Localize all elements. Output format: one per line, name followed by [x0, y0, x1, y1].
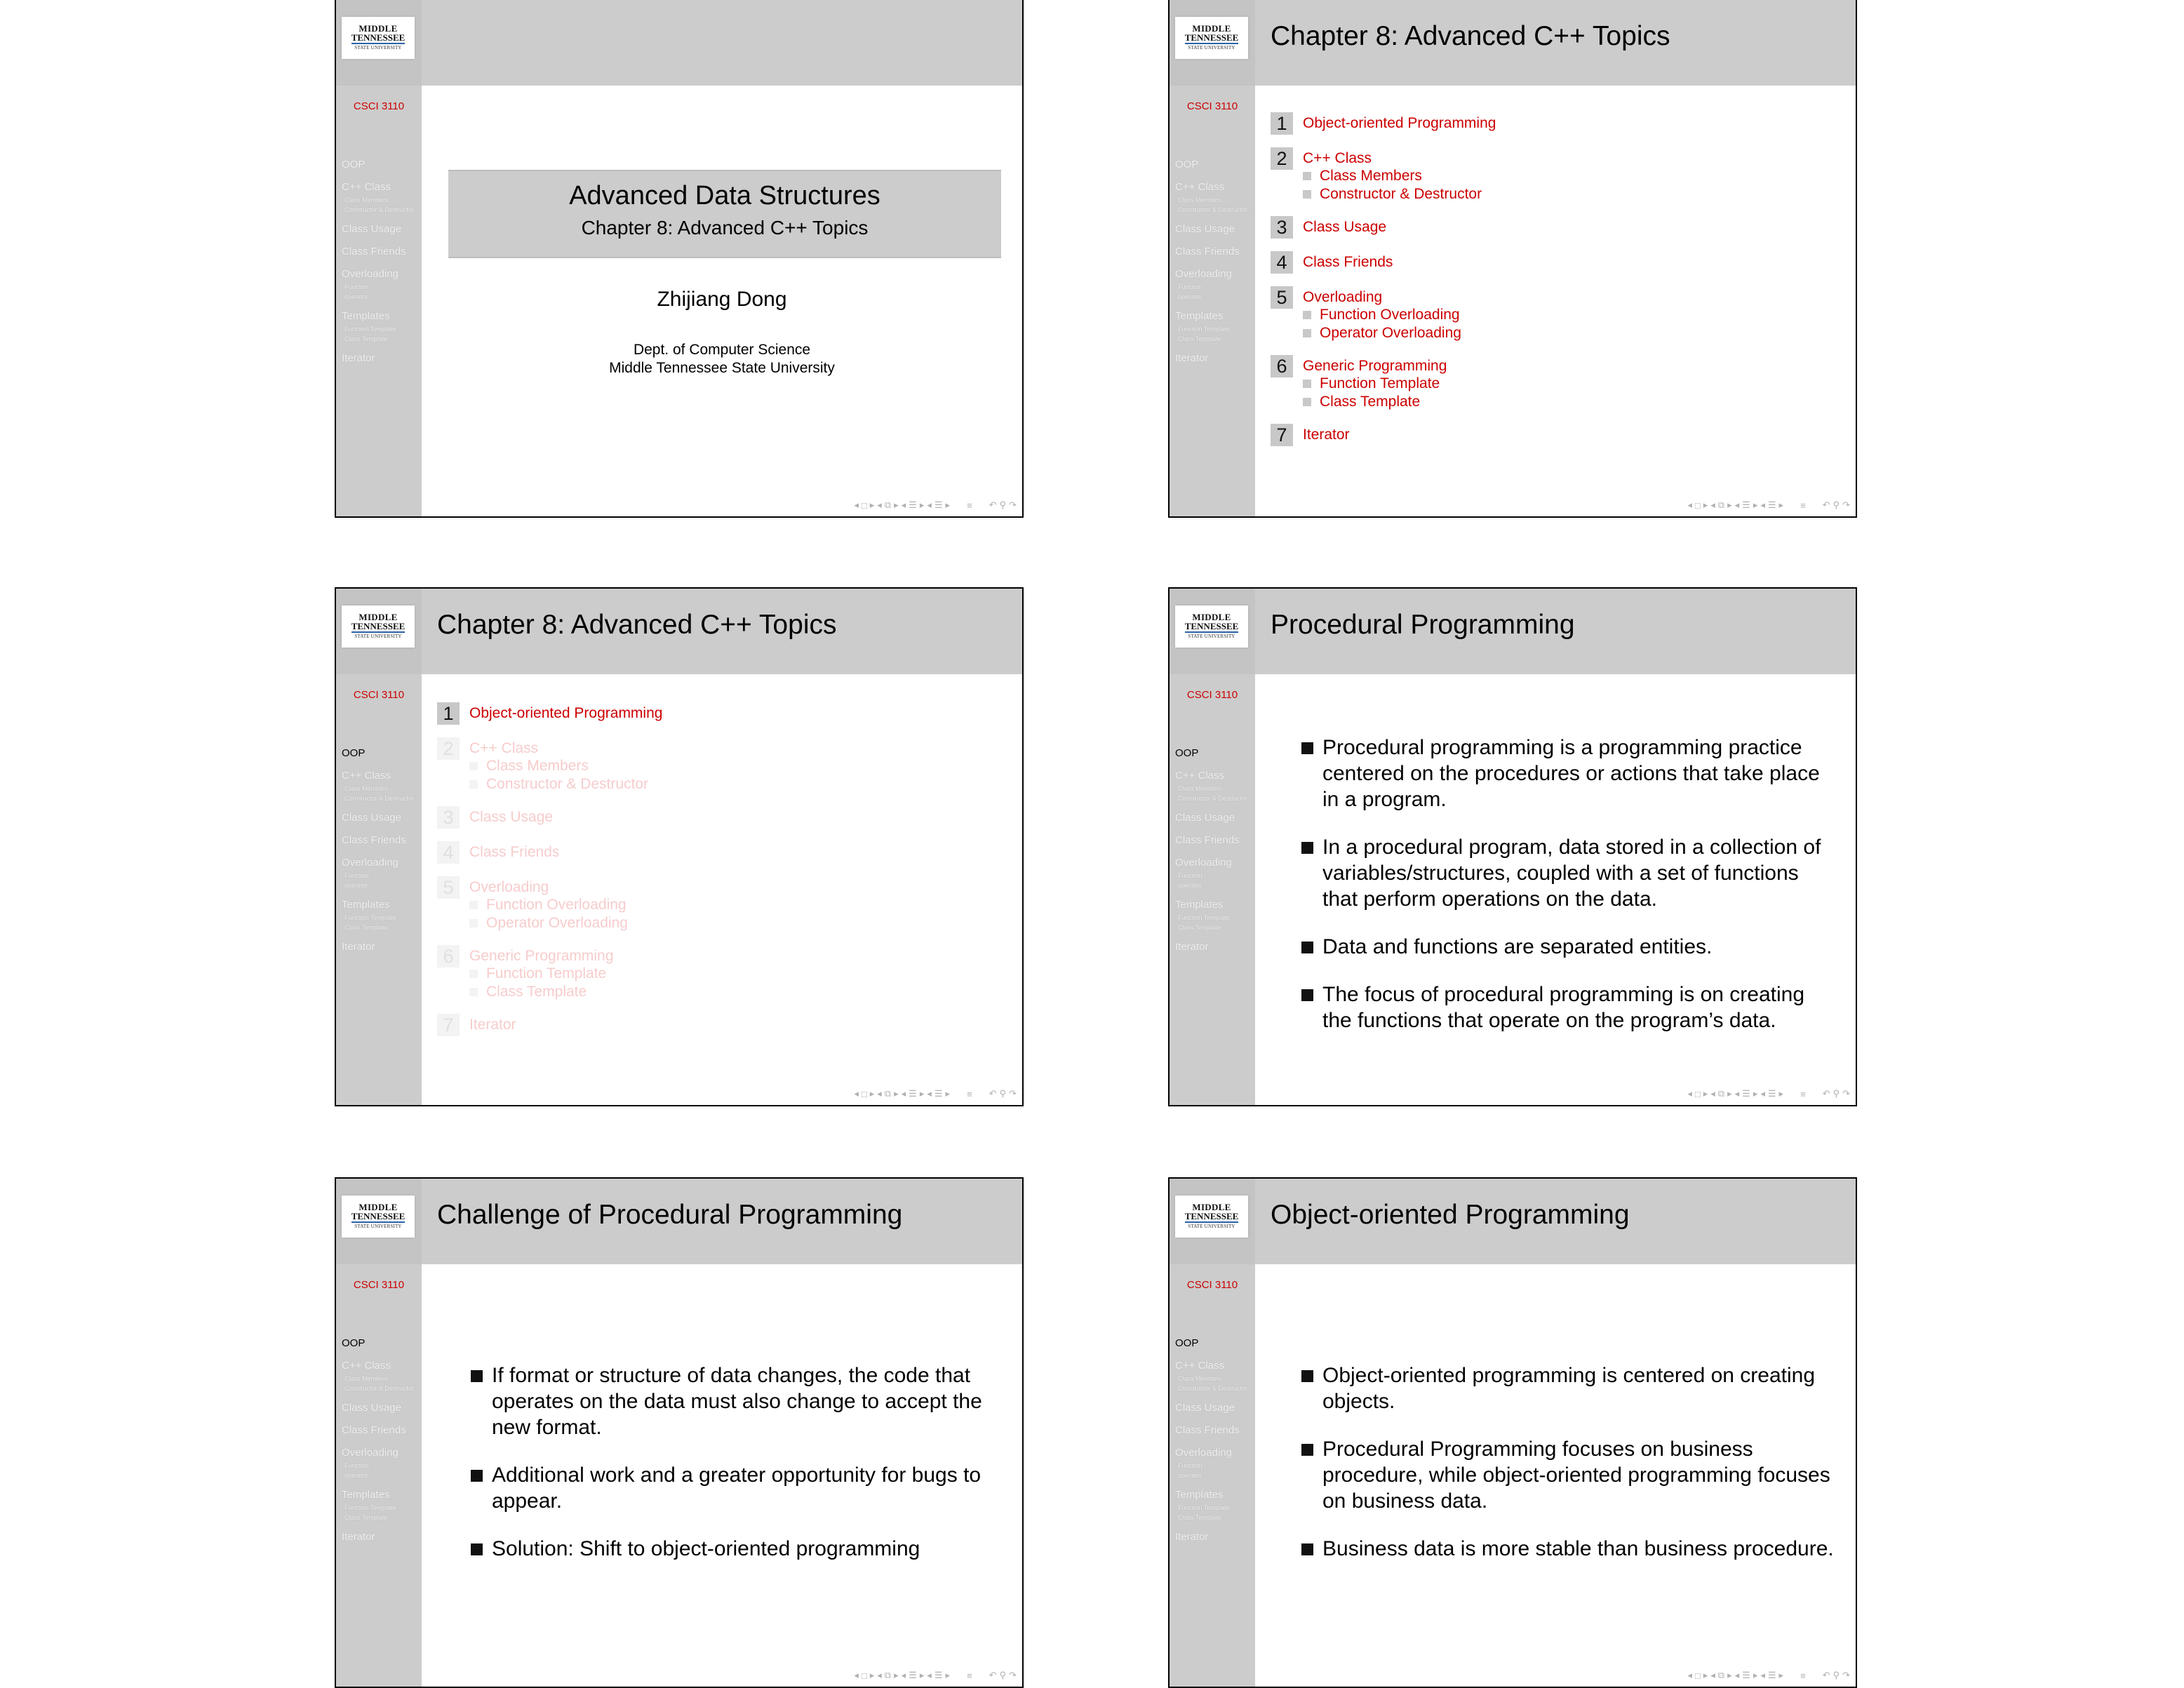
- toc-item[interactable]: 1 Object-oriented Programming: [1271, 112, 1496, 135]
- frame-icon[interactable]: □: [1694, 1670, 1701, 1681]
- title-box: [448, 170, 1001, 258]
- presentation-icon[interactable]: ☰: [934, 1088, 943, 1099]
- section-nav: [1175, 1337, 1254, 1543]
- toc-subitem[interactable]: Constructor & Destructor: [1303, 185, 1496, 203]
- nav-sub-constructor-destructor[interactable]: Constructor & Destructor: [1178, 206, 1248, 213]
- section-nav: [342, 747, 420, 953]
- bullet-square-icon: [1301, 989, 1313, 1001]
- nav-section-class-friends[interactable]: Class Friends: [342, 834, 406, 846]
- nav-next-icon[interactable]: ▸: [1703, 500, 1708, 510]
- nav-next-icon[interactable]: ▸: [945, 500, 951, 510]
- nav-prev-icon[interactable]: ◂: [927, 1670, 932, 1680]
- nav-sub-function[interactable]: Function: [1178, 872, 1202, 879]
- bullet-square-icon: [1303, 398, 1311, 406]
- bullet-square-icon: [1301, 742, 1313, 754]
- bullet-square-icon: [1301, 1543, 1313, 1555]
- nav-section-cpp-class[interactable]: C++ Class: [1175, 770, 1225, 782]
- presentation-icon[interactable]: ☰: [1767, 1088, 1776, 1099]
- toc-icon[interactable]: ≡: [967, 500, 972, 511]
- nav-section-overloading[interactable]: Overloading: [342, 857, 398, 869]
- forward-icon[interactable]: ↷: [1009, 500, 1017, 510]
- bullet-item: In a procedural program, data stored in a collection of variables/structures, coupled with a set of functions that perform operations on the data.: [1301, 834, 1835, 912]
- nav-sub-class-members[interactable]: Class Members: [344, 1375, 389, 1382]
- nav-sub-constructor-destructor[interactable]: Constructor & Destructor: [344, 1385, 415, 1392]
- nav-prev-icon[interactable]: ◂: [1760, 1670, 1765, 1680]
- bullet-item: Object-oriented programming is centered on creating objects.: [1301, 1362, 1835, 1414]
- nav-prev-icon[interactable]: ◂: [1710, 1088, 1715, 1099]
- nav-section-class-friends[interactable]: Class Friends: [1175, 834, 1240, 846]
- university-logo: MIDDLE TENNESSEE STATE UNIVERSITY: [342, 605, 415, 648]
- nav-prev-icon[interactable]: ◂: [1760, 1088, 1765, 1099]
- author: Zhijiang Dong: [657, 288, 787, 311]
- bullet-square-icon: [1303, 172, 1311, 180]
- toc-icon[interactable]: ≡: [967, 1670, 972, 1681]
- nav-sub-function[interactable]: Function: [344, 872, 369, 879]
- nav-prev-icon[interactable]: ◂: [877, 1088, 882, 1099]
- bullet-square-icon: [469, 970, 478, 978]
- bullet-square-icon: [1303, 329, 1311, 337]
- presentation-icon[interactable]: ☰: [934, 1670, 943, 1680]
- nav-prev-icon[interactable]: ◂: [927, 1088, 932, 1099]
- section-nav: [1175, 159, 1254, 365]
- subsection-icon[interactable]: ⧉: [1717, 1670, 1725, 1680]
- toc-item[interactable]: 7 Iterator: [1271, 424, 1496, 446]
- nav-prev-icon[interactable]: ◂: [1734, 1088, 1740, 1099]
- beamer-navbar: [854, 498, 1017, 512]
- section-icon[interactable]: ☰: [1742, 1670, 1750, 1680]
- nav-next-icon[interactable]: ▸: [869, 1670, 875, 1680]
- nav-section-cpp-class[interactable]: C++ Class: [1175, 1360, 1225, 1372]
- subsection-icon[interactable]: ⧉: [884, 1088, 892, 1099]
- bullet-item: Procedural Programming focuses on business procedure, while object-oriented programming focuses on business data.: [1301, 1436, 1835, 1514]
- forward-icon[interactable]: ↷: [1009, 1088, 1017, 1099]
- bullet-square-icon: [1301, 1444, 1313, 1456]
- frame-title: Chapter 8: Advanced C++ Topics: [1271, 21, 1670, 51]
- toc-subitem[interactable]: Constructor & Destructor: [469, 775, 662, 793]
- nav-next-icon[interactable]: ▸: [1753, 500, 1758, 510]
- toc-subitem[interactable]: Operator Overloading: [469, 914, 662, 932]
- table-of-contents: [437, 702, 662, 1049]
- frame-icon[interactable]: □: [861, 1670, 867, 1681]
- toc-icon[interactable]: ≡: [1800, 1088, 1806, 1099]
- slide-1-title: [335, 0, 1024, 518]
- bullet-square-icon: [1301, 1370, 1313, 1382]
- bullet-item: Business data is more stable than business procedure.: [1301, 1536, 1835, 1562]
- table-of-contents: [1271, 112, 1496, 459]
- section-icon[interactable]: ☰: [909, 1088, 917, 1099]
- nav-next-icon[interactable]: ▸: [1703, 1088, 1708, 1099]
- nav-section-cpp-class[interactable]: C++ Class: [342, 181, 391, 193]
- search-icon[interactable]: ⚲: [999, 1088, 1007, 1099]
- section-icon[interactable]: ☰: [1742, 500, 1750, 510]
- slide-3-toc-oop: [335, 587, 1024, 1106]
- nav-section-templates[interactable]: Templates: [342, 899, 390, 911]
- bullet-square-icon: [471, 1470, 483, 1482]
- toc-subitem[interactable]: Function Template: [1303, 375, 1496, 393]
- forward-icon[interactable]: ↷: [1009, 1670, 1017, 1680]
- toc-item[interactable]: 6 Generic Programming: [1271, 355, 1496, 377]
- toc-subitem[interactable]: Function Overloading: [469, 896, 662, 914]
- nav-section-class-friends[interactable]: Class Friends: [342, 1424, 406, 1436]
- nav-section-iterator[interactable]: Iterator: [342, 941, 375, 953]
- nav-next-icon[interactable]: ▸: [869, 500, 875, 510]
- nav-sub-class-template[interactable]: Class Template: [1178, 1514, 1221, 1521]
- nav-section-cpp-class[interactable]: C++ Class: [342, 1360, 391, 1372]
- slide-5-challenge: [335, 1177, 1024, 1688]
- nav-prev-icon[interactable]: ◂: [1734, 500, 1740, 510]
- slide-6-oop: [1168, 1177, 1857, 1688]
- beamer-navbar: [854, 1668, 1017, 1682]
- toc-icon[interactable]: ≡: [967, 1088, 972, 1099]
- nav-sub-class-members[interactable]: Class Members: [344, 785, 389, 792]
- nav-sub-class-template[interactable]: Class Template: [1178, 335, 1221, 342]
- section-icon[interactable]: ☰: [1742, 1088, 1750, 1099]
- nav-sub-class-members[interactable]: Class Members: [1178, 1375, 1222, 1382]
- nav-section-templates[interactable]: Templates: [1175, 1489, 1224, 1501]
- nav-sub-constructor-destructor[interactable]: Constructor & Destructor: [344, 206, 415, 213]
- nav-section-overloading[interactable]: Overloading: [1175, 268, 1232, 280]
- bullet-square-icon: [1303, 311, 1311, 319]
- section-icon[interactable]: ☰: [909, 1670, 917, 1680]
- nav-section-oop[interactable]: OOP: [1175, 159, 1199, 170]
- university-logo: MIDDLE TENNESSEE STATE UNIVERSITY: [1175, 17, 1248, 59]
- presentation-icon[interactable]: ☰: [1767, 1670, 1776, 1680]
- frame-icon[interactable]: □: [861, 1088, 867, 1099]
- nav-sub-function-template[interactable]: Function Template: [1178, 914, 1230, 921]
- nav-section-class-usage[interactable]: Class Usage: [1175, 812, 1235, 824]
- logo-area: [336, 1179, 422, 1264]
- search-icon[interactable]: ⚲: [1833, 500, 1840, 510]
- subsection-icon[interactable]: ⧉: [884, 1670, 892, 1680]
- back-icon[interactable]: ↶: [1822, 1670, 1830, 1680]
- back-icon[interactable]: ↶: [989, 500, 997, 510]
- logo-area: [1170, 589, 1255, 674]
- frame-icon[interactable]: □: [1694, 500, 1701, 511]
- nav-sub-class-template[interactable]: Class Template: [344, 335, 388, 342]
- bullet-square-icon: [471, 1543, 483, 1555]
- nav-next-icon[interactable]: ▸: [1753, 1088, 1758, 1099]
- section-nav: [342, 1337, 420, 1543]
- presentation-icon[interactable]: ☰: [934, 500, 943, 510]
- frame-icon[interactable]: □: [861, 500, 867, 511]
- bullet-square-icon: [469, 901, 478, 909]
- nav-next-icon[interactable]: ▸: [1727, 500, 1732, 510]
- nav-next-icon[interactable]: ▸: [1778, 500, 1784, 510]
- sidebar: [336, 0, 422, 516]
- bullet-item: Solution: Shift to object-oriented programming: [471, 1536, 1001, 1562]
- nav-sub-class-template[interactable]: Class Template: [344, 1514, 388, 1521]
- nav-sub-constructor-destructor[interactable]: Constructor & Destructor: [344, 795, 415, 802]
- nav-section-iterator[interactable]: Iterator: [342, 352, 375, 364]
- bullet-square-icon: [1303, 190, 1311, 199]
- course-label: CSCI 3110: [353, 689, 405, 701]
- toc-item[interactable]: 6 Generic Programming: [437, 945, 662, 967]
- nav-section-overloading[interactable]: Overloading: [342, 268, 398, 280]
- nav-next-icon[interactable]: ▸: [1778, 1670, 1784, 1680]
- nav-prev-icon[interactable]: ◂: [1710, 500, 1715, 510]
- nav-sub-class-template[interactable]: Class Template: [344, 924, 388, 931]
- course-label: CSCI 3110: [1186, 1279, 1238, 1291]
- bullet-square-icon: [469, 919, 478, 927]
- nav-next-icon[interactable]: ▸: [894, 1088, 899, 1099]
- nav-section-templates[interactable]: Templates: [342, 1489, 390, 1501]
- nav-next-icon[interactable]: ▸: [1703, 1670, 1708, 1680]
- logo-area: [1170, 0, 1255, 86]
- search-icon[interactable]: ⚲: [1833, 1088, 1840, 1099]
- nav-sub-function-template[interactable]: Function Template: [1178, 326, 1230, 333]
- nav-prev-icon[interactable]: ◂: [1687, 1088, 1692, 1099]
- nav-section-class-friends[interactable]: Class Friends: [1175, 246, 1240, 257]
- nav-sub-constructor-destructor[interactable]: Constructor & Destructor: [1178, 795, 1248, 802]
- toc-item[interactable]: 2 C++ Class: [437, 737, 662, 760]
- forward-icon[interactable]: ↷: [1842, 500, 1850, 510]
- nav-next-icon[interactable]: ▸: [945, 1670, 951, 1680]
- header-bar: [422, 0, 1022, 86]
- nav-sub-function[interactable]: Function: [1178, 1462, 1202, 1469]
- nav-prev-icon[interactable]: ◂: [927, 500, 932, 510]
- nav-prev-icon[interactable]: ◂: [1687, 1670, 1692, 1680]
- nav-section-class-usage[interactable]: Class Usage: [342, 223, 402, 235]
- nav-section-cpp-class[interactable]: C++ Class: [342, 770, 391, 782]
- nav-prev-icon[interactable]: ◂: [901, 1670, 906, 1680]
- slide-2-toc: [1168, 0, 1857, 518]
- nav-next-icon[interactable]: ▸: [894, 500, 899, 510]
- slide-4-procedural-programming: [1168, 587, 1857, 1106]
- toc-item[interactable]: 4 Class Friends: [437, 841, 662, 864]
- nav-sub-operator[interactable]: operator: [344, 1472, 368, 1479]
- toc-item[interactable]: 4 Class Friends: [1271, 251, 1496, 274]
- presentation-icon[interactable]: ☰: [1767, 500, 1776, 510]
- nav-next-icon[interactable]: ▸: [1778, 1088, 1784, 1099]
- bullet-square-icon: [471, 1370, 483, 1382]
- nav-sub-class-members[interactable]: Class Members: [1178, 196, 1222, 203]
- subsection-icon[interactable]: ⧉: [1717, 1088, 1725, 1099]
- bullet-item: Data and functions are separated entities.: [1301, 934, 1835, 960]
- nav-sub-class-members[interactable]: Class Members: [1178, 785, 1222, 792]
- bullet-square-icon: [469, 988, 478, 996]
- nav-next-icon[interactable]: ▸: [894, 1670, 899, 1680]
- bullet-square-icon: [469, 780, 478, 789]
- bullet-list: [471, 1362, 1001, 1583]
- nav-prev-icon[interactable]: ◂: [877, 1670, 882, 1680]
- nav-section-class-usage[interactable]: Class Usage: [1175, 223, 1235, 235]
- nav-next-icon[interactable]: ▸: [1727, 1088, 1732, 1099]
- sidebar: [336, 1179, 422, 1687]
- presentation-subtitle: Chapter 8: Advanced C++ Topics: [581, 217, 869, 239]
- nav-sub-operator[interactable]: operator: [1178, 293, 1202, 300]
- forward-icon[interactable]: ↷: [1842, 1670, 1850, 1680]
- logo-area: [336, 0, 422, 86]
- search-icon[interactable]: ⚲: [999, 500, 1007, 510]
- frame-title: Object-oriented Programming: [1271, 1200, 1630, 1230]
- nav-section-overloading[interactable]: Overloading: [1175, 1447, 1232, 1459]
- bullet-item: Additional work and a greater opportunity for bugs to appear.: [471, 1462, 1001, 1514]
- nav-sub-class-members[interactable]: Class Members: [344, 196, 389, 203]
- frame-icon[interactable]: □: [1694, 1088, 1701, 1099]
- nav-sub-function-template[interactable]: Function Template: [1178, 1504, 1230, 1511]
- nav-section-overloading[interactable]: Overloading: [342, 1447, 398, 1459]
- nav-section-iterator[interactable]: Iterator: [1175, 1531, 1209, 1543]
- logo-area: [336, 589, 422, 674]
- back-icon[interactable]: ↶: [1822, 500, 1830, 510]
- toc-item[interactable]: 3 Class Usage: [437, 806, 662, 829]
- nav-section-class-usage[interactable]: Class Usage: [1175, 1402, 1235, 1414]
- toc-icon[interactable]: ≡: [1800, 1670, 1806, 1681]
- nav-sub-function-template[interactable]: Function Template: [344, 914, 396, 921]
- nav-prev-icon[interactable]: ◂: [1710, 1670, 1715, 1680]
- nav-next-icon[interactable]: ▸: [919, 1670, 925, 1680]
- course-label: CSCI 3110: [353, 1279, 405, 1291]
- toc-item[interactable]: 2 C++ Class: [1271, 147, 1496, 170]
- nav-sub-constructor-destructor[interactable]: Constructor & Destructor: [1178, 1385, 1248, 1392]
- nav-prev-icon[interactable]: ◂: [901, 1088, 906, 1099]
- university-logo: MIDDLE TENNESSEE STATE UNIVERSITY: [1175, 605, 1248, 648]
- nav-next-icon[interactable]: ▸: [1753, 1670, 1758, 1680]
- bullet-item: The focus of procedural programming is on creating the functions that operate on the program’s data.: [1301, 982, 1835, 1033]
- forward-icon[interactable]: ↷: [1842, 1088, 1850, 1099]
- sidebar: [336, 589, 422, 1105]
- back-icon[interactable]: ↶: [1822, 1088, 1830, 1099]
- university-logo: MIDDLE TENNESSEE STATE UNIVERSITY: [1175, 1195, 1248, 1238]
- nav-prev-icon[interactable]: ◂: [1734, 1670, 1740, 1680]
- toc-item[interactable]: 3 Class Usage: [1271, 216, 1496, 239]
- frame-title: Procedural Programming: [1271, 610, 1575, 640]
- bullet-square-icon: [1301, 942, 1313, 953]
- institute: Dept. of Computer Science Middle Tennessee State University: [609, 342, 835, 376]
- toc-item[interactable]: 5 Overloading: [1271, 286, 1496, 309]
- nav-section-oop[interactable]: OOP: [1175, 747, 1199, 759]
- sidebar: [1170, 0, 1255, 516]
- back-icon[interactable]: ↶: [989, 1088, 997, 1099]
- nav-sub-function[interactable]: Function: [344, 283, 369, 290]
- logo-area: [1170, 1179, 1255, 1264]
- sidebar: [1170, 589, 1255, 1105]
- nav-section-overloading[interactable]: Overloading: [1175, 857, 1232, 869]
- nav-section-class-friends[interactable]: Class Friends: [1175, 1424, 1240, 1436]
- section-nav: [1175, 747, 1254, 953]
- nav-sub-class-template[interactable]: Class Template: [1178, 924, 1221, 931]
- nav-section-oop[interactable]: OOP: [342, 1337, 366, 1349]
- bullet-item: Procedural programming is a programming practice centered on the procedures or actions that take place in a program.: [1301, 735, 1835, 812]
- bullet-square-icon: [1303, 380, 1311, 388]
- university-logo: MIDDLE TENNESSEE STATE UNIVERSITY: [342, 1195, 415, 1238]
- subsection-icon[interactable]: ⧉: [884, 500, 892, 510]
- bullet-square-icon: [469, 762, 478, 770]
- toc-subitem[interactable]: Class Template: [1303, 393, 1496, 411]
- toc-icon[interactable]: ≡: [1800, 500, 1806, 511]
- nav-section-class-usage[interactable]: Class Usage: [342, 1402, 402, 1414]
- presentation-title: Advanced Data Structures: [569, 181, 880, 210]
- course-label: CSCI 3110: [353, 100, 405, 112]
- nav-prev-icon[interactable]: ◂: [901, 500, 906, 510]
- nav-sub-operator[interactable]: operator: [344, 882, 368, 889]
- search-icon[interactable]: ⚲: [999, 1670, 1007, 1680]
- toc-subitem[interactable]: Class Members: [1303, 167, 1496, 185]
- beamer-navbar: [1687, 1087, 1850, 1101]
- beamer-navbar: [854, 1087, 1017, 1101]
- frame-title: Chapter 8: Advanced C++ Topics: [437, 610, 837, 640]
- frame-title: Challenge of Procedural Programming: [437, 1200, 903, 1230]
- nav-prev-icon[interactable]: ◂: [1687, 500, 1692, 510]
- sidebar: [1170, 1179, 1255, 1687]
- section-icon[interactable]: ☰: [909, 500, 917, 510]
- nav-sub-function-template[interactable]: Function Template: [344, 1504, 396, 1511]
- nav-prev-icon[interactable]: ◂: [877, 500, 882, 510]
- toc-item[interactable]: 7 Iterator: [437, 1014, 662, 1036]
- nav-section-templates[interactable]: Templates: [1175, 899, 1224, 911]
- section-nav: [342, 159, 420, 365]
- nav-section-class-friends[interactable]: Class Friends: [342, 246, 406, 257]
- bullet-square-icon: [1301, 842, 1313, 854]
- beamer-navbar: [1687, 498, 1850, 512]
- search-icon[interactable]: ⚲: [1833, 1670, 1840, 1680]
- bullet-list: [1301, 735, 1835, 1055]
- nav-prev-icon[interactable]: ◂: [854, 500, 859, 510]
- nav-section-iterator[interactable]: Iterator: [1175, 941, 1209, 953]
- university-logo: MIDDLE TENNESSEE STATE UNIVERSITY: [342, 17, 415, 59]
- toc-subitem[interactable]: Class Template: [469, 983, 662, 1001]
- toc-subitem[interactable]: Class Members: [469, 757, 662, 775]
- back-icon[interactable]: ↶: [989, 1670, 997, 1680]
- nav-section-iterator[interactable]: Iterator: [342, 1531, 375, 1543]
- nav-sub-operator[interactable]: operator: [344, 293, 368, 300]
- nav-section-templates[interactable]: Templates: [342, 310, 390, 322]
- nav-section-iterator[interactable]: Iterator: [1175, 352, 1209, 364]
- toc-subitem[interactable]: Function Overloading: [1303, 306, 1496, 324]
- toc-item[interactable]: 5 Overloading: [437, 876, 662, 899]
- nav-next-icon[interactable]: ▸: [1727, 1670, 1732, 1680]
- nav-next-icon[interactable]: ▸: [919, 1088, 925, 1099]
- nav-sub-function[interactable]: Function: [1178, 283, 1202, 290]
- nav-sub-function-template[interactable]: Function Template: [344, 326, 396, 333]
- nav-section-cpp-class[interactable]: C++ Class: [1175, 181, 1225, 193]
- nav-section-oop[interactable]: OOP: [1175, 1337, 1199, 1349]
- nav-prev-icon[interactable]: ◂: [1760, 500, 1765, 510]
- course-label: CSCI 3110: [1186, 689, 1238, 701]
- nav-section-templates[interactable]: Templates: [1175, 310, 1224, 322]
- beamer-navbar: [1687, 1668, 1850, 1682]
- nav-prev-icon[interactable]: ◂: [854, 1670, 859, 1680]
- nav-next-icon[interactable]: ▸: [919, 500, 925, 510]
- nav-prev-icon[interactable]: ◂: [854, 1088, 859, 1099]
- nav-next-icon[interactable]: ▸: [945, 1088, 951, 1099]
- nav-section-oop[interactable]: OOP: [342, 159, 366, 170]
- nav-section-oop[interactable]: OOP: [342, 747, 366, 759]
- toc-subitem[interactable]: Operator Overloading: [1303, 324, 1496, 342]
- course-label: CSCI 3110: [1186, 100, 1238, 112]
- bullet-item: If format or structure of data changes, the code that operates on the data must also change to accept the new format.: [471, 1362, 1001, 1440]
- toc-subitem[interactable]: Function Template: [469, 965, 662, 983]
- bullet-list: [1301, 1362, 1835, 1583]
- nav-sub-operator[interactable]: operator: [1178, 1472, 1202, 1479]
- subsection-icon[interactable]: ⧉: [1717, 500, 1725, 510]
- nav-sub-function[interactable]: Function: [344, 1462, 369, 1469]
- toc-item-active[interactable]: 1 Object-oriented Programming: [437, 702, 662, 725]
- nav-section-class-usage[interactable]: Class Usage: [342, 812, 402, 824]
- nav-sub-operator[interactable]: operator: [1178, 882, 1202, 889]
- nav-next-icon[interactable]: ▸: [869, 1088, 875, 1099]
